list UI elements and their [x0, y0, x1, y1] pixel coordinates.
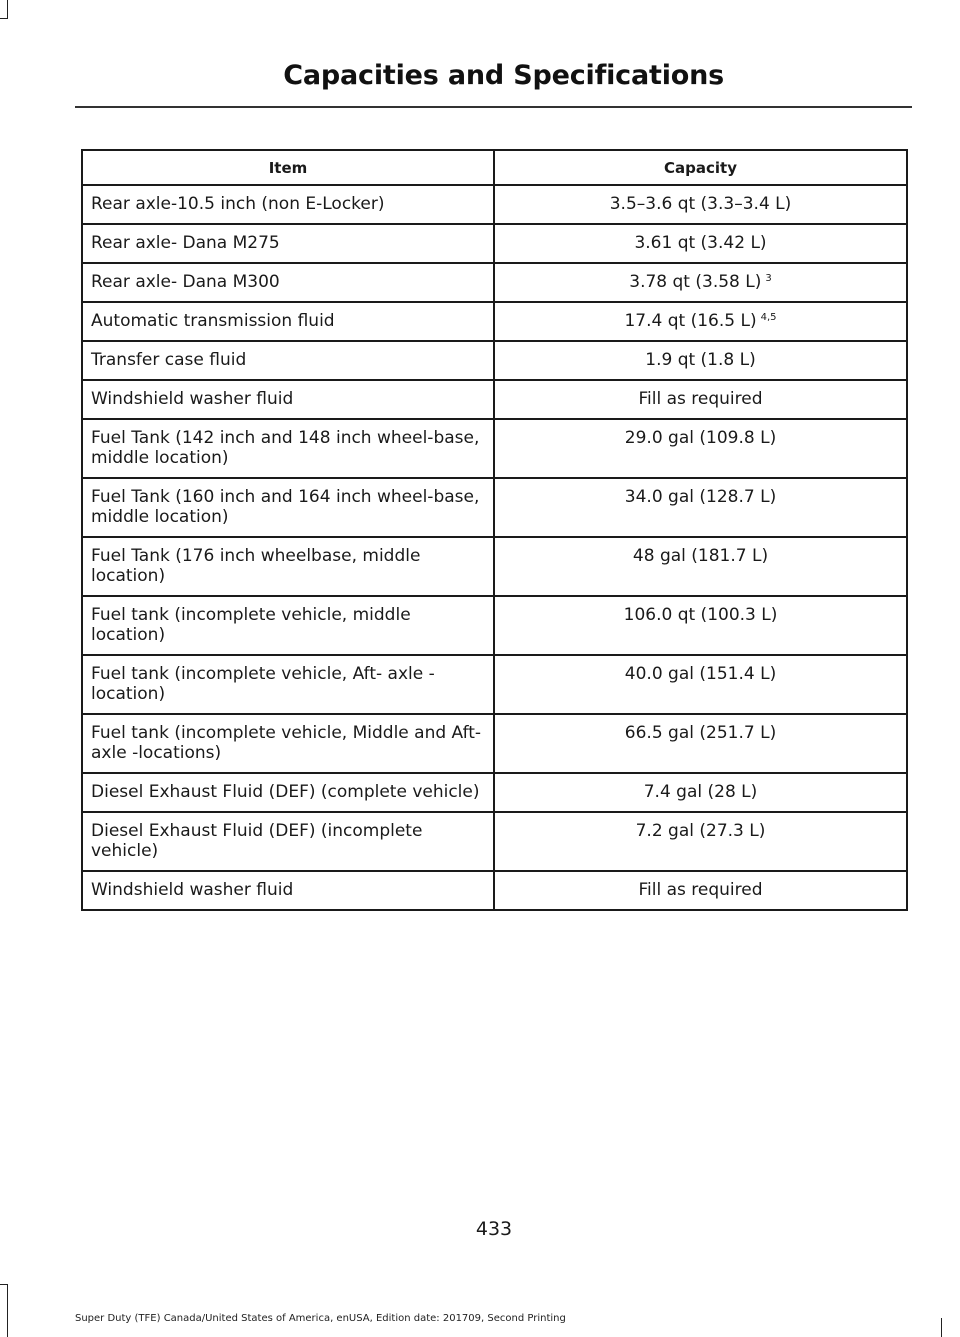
item-cell: Fuel Tank (176 inch wheelbase, middle location): [82, 537, 494, 596]
column-header-item: Item: [82, 150, 494, 185]
table-row: [82, 419, 907, 478]
item-cell: Fuel Tank (160 inch and 164 inch wheel-base, middle location): [82, 478, 494, 537]
page-title: Capacities and Specifications: [283, 60, 724, 91]
crop-mark-bottom-right-v: [941, 1318, 942, 1337]
table-body: [82, 185, 907, 910]
capacity-value: 7.2 gal (27.3 L): [635, 821, 766, 841]
capacity-cell: [494, 380, 907, 419]
capacity-value: 48 gal (181.7 L): [632, 546, 769, 566]
footnote-reference: 3: [765, 273, 772, 284]
table-row: [82, 302, 907, 341]
capacity-value: Fill as required: [638, 880, 763, 900]
capacity-cell: [494, 224, 907, 263]
capacity-value: 7.4 gal (28 L): [643, 782, 758, 802]
capacity-value: 40.0 gal (151.4 L): [624, 664, 777, 684]
item-cell: Windshield washer fluid: [82, 380, 494, 419]
item-cell: Fuel tank (incomplete vehicle, Middle and Aft- axle -locations): [82, 714, 494, 773]
table-row: [82, 380, 907, 419]
capacity-cell: [494, 341, 907, 380]
item-cell: Diesel Exhaust Fluid (DEF) (incomplete vehicle): [82, 812, 494, 871]
table-row: [82, 478, 907, 537]
item-cell: Automatic transmission fluid: [82, 302, 494, 341]
table-row: [82, 341, 907, 380]
capacity-cell: [494, 263, 907, 302]
table-header-row: [82, 150, 907, 185]
item-cell: Rear axle- Dana M275: [82, 224, 494, 263]
footer-edition-info: Super Duty (TFE) Canada/United States of America, enUSA, Edition date: 201709, Second Printing: [75, 1313, 566, 1324]
page-number: 433: [475, 1218, 513, 1240]
table-row: [82, 773, 907, 812]
capacity-value: 106.0 qt (100.3 L): [623, 605, 778, 625]
capacity-value: 3.78 qt (3.58 L): [629, 272, 762, 292]
crop-mark-top-left-v: [7, 0, 8, 18]
column-header-capacity: Capacity: [494, 150, 907, 185]
capacity-value: 1.9 qt (1.8 L): [645, 350, 756, 370]
capacity-value: 3.61 qt (3.42 L): [634, 233, 767, 253]
table-row: [82, 263, 907, 302]
capacity-cell: [494, 812, 907, 871]
capacity-cell: [494, 773, 907, 812]
capacity-cell: [494, 714, 907, 773]
item-cell: Transfer case fluid: [82, 341, 494, 380]
footnote-reference: 4,5: [760, 312, 777, 323]
table-row: [82, 537, 907, 596]
item-cell: Windshield washer fluid: [82, 871, 494, 910]
capacity-cell: [494, 185, 907, 224]
item-cell: Diesel Exhaust Fluid (DEF) (complete vehicle): [82, 773, 494, 812]
capacity-value: 66.5 gal (251.7 L): [624, 723, 777, 743]
capacity-value: Fill as required: [638, 389, 763, 409]
capacity-cell: [494, 596, 907, 655]
capacity-value: 29.0 gal (109.8 L): [624, 428, 777, 448]
capacity-cell: [494, 537, 907, 596]
capacities-table: [81, 149, 908, 911]
item-cell: Rear axle- Dana M300: [82, 263, 494, 302]
capacity-cell: [494, 655, 907, 714]
capacity-value: 17.4 qt (16.5 L): [624, 311, 757, 331]
table-row: [82, 224, 907, 263]
capacity-cell: [494, 419, 907, 478]
capacity-cell: [494, 478, 907, 537]
capacity-cell: [494, 871, 907, 910]
capacity-value: 3.5–3.6 qt (3.3–3.4 L): [609, 194, 792, 214]
crop-mark-bottom-left-v: [7, 1284, 8, 1337]
crop-mark-bottom-left-h: [0, 1284, 8, 1285]
table-row: [82, 655, 907, 714]
table-row: [82, 185, 907, 224]
capacity-value: 34.0 gal (128.7 L): [624, 487, 777, 507]
table-row: [82, 871, 907, 910]
capacity-cell: [494, 302, 907, 341]
title-divider: [75, 106, 912, 108]
item-cell: Fuel tank (incomplete vehicle, Aft- axle -location): [82, 655, 494, 714]
table-row: [82, 596, 907, 655]
table-row: [82, 812, 907, 871]
table-row: [82, 714, 907, 773]
item-cell: Fuel Tank (142 inch and 148 inch wheel-base, middle location): [82, 419, 494, 478]
item-cell: Rear axle-10.5 inch (non E-Locker): [82, 185, 494, 224]
item-cell: Fuel tank (incomplete vehicle, middle location): [82, 596, 494, 655]
crop-mark-top-left-h: [0, 18, 8, 19]
